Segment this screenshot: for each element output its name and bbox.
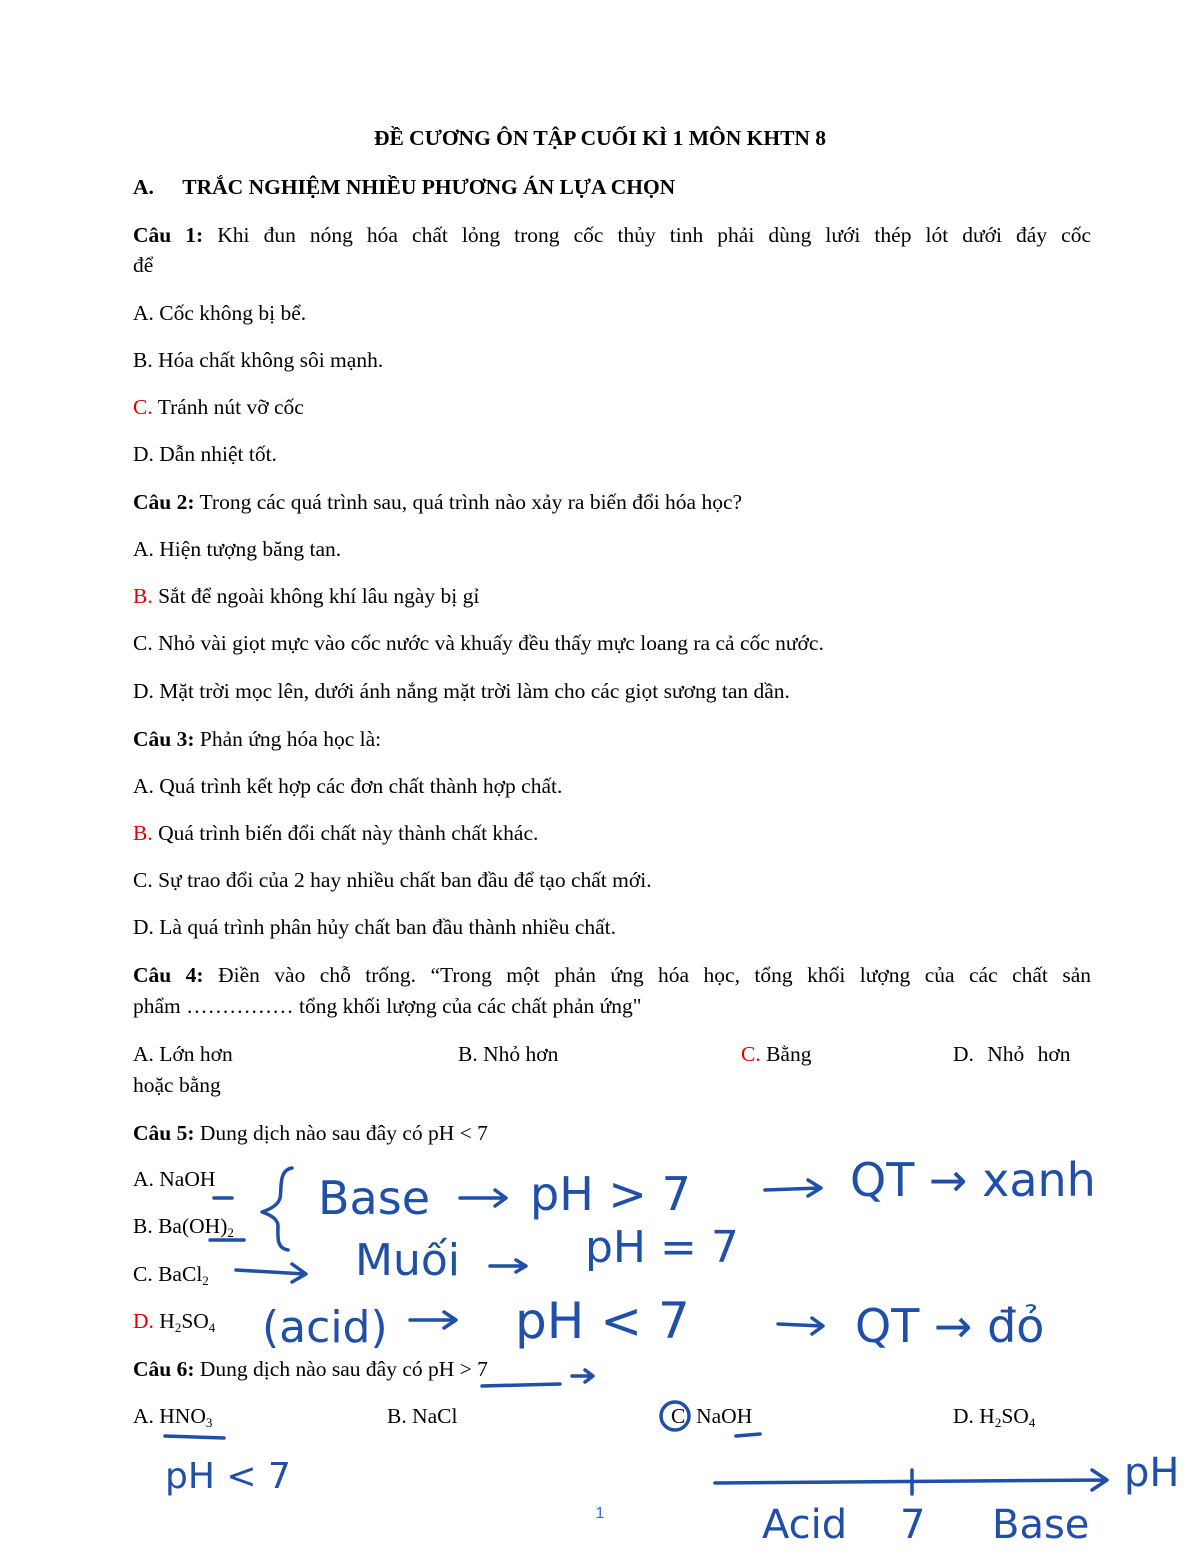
option-text: Sự trao đổi của 2 hay nhiều chất ban đầu để tạo chất mới. (158, 868, 652, 892)
q2-option-b (133, 583, 479, 609)
option-letter: C. (671, 1404, 691, 1428)
option-text: Ba(OH) (158, 1214, 228, 1238)
option-text: SO (181, 1309, 209, 1333)
correct-option-letter: B. (133, 821, 153, 845)
question-2-line-1 (133, 489, 742, 515)
subscript: 2 (994, 1415, 1002, 1430)
ph-axis-line (715, 1470, 1107, 1490)
q5-option-b (133, 1213, 234, 1239)
q4-option-c (741, 1041, 811, 1067)
question-2-text: Trong các quá trình sau, quá trình nào xảy ra biến đổi hóa học? (199, 490, 743, 514)
option-text: Hóa chất không sôi mạnh. (158, 348, 384, 372)
q3-option-d (133, 914, 616, 940)
option-letter: D. (133, 442, 154, 466)
option-letter: D. (953, 1042, 974, 1066)
correct-option-letter: D. (133, 1309, 154, 1333)
arrow-icon (410, 1312, 456, 1328)
option-text: Lớn hơn (159, 1042, 233, 1066)
option-text: Mặt trời mọc lên, dưới ánh nắng mặt trời làm cho các giọt sương tan dần. (159, 679, 790, 703)
brace-mark (262, 1168, 292, 1250)
question-4-text: Điền vào chỗ trống. “Trong một phản ứng hóa học, tổng khối lượng của các chất sản (218, 963, 1091, 987)
option-text: Sắt để ngoài không khí lâu ngày bị gỉ (158, 584, 480, 608)
arrow-icon (765, 1180, 821, 1196)
option-letter: C. (133, 1262, 153, 1286)
option-letter: B. (133, 1214, 153, 1238)
question-6-text: Dung dịch nào sau đây có pH > 7 (199, 1357, 488, 1381)
question-2-label: Câu 2: (133, 490, 195, 514)
underline-mark (165, 1436, 224, 1438)
q6-option-a (133, 1403, 212, 1429)
question-6-label: Câu 6: (133, 1357, 195, 1381)
q1-option-a (133, 300, 306, 326)
option-text: NaCl (412, 1404, 458, 1428)
option-letter: B. (133, 348, 153, 372)
section-letter: A. (133, 175, 154, 199)
subscript: 3 (205, 1415, 213, 1430)
option-letter: D. (133, 679, 154, 703)
hw-axis-base: Base (992, 1502, 1090, 1548)
q1-option-c (133, 394, 304, 420)
option-letter: A. (133, 301, 154, 325)
option-letter: B. (387, 1404, 407, 1428)
document-title: ĐỀ CƯƠNG ÔN TẬP CUỐI KÌ 1 MÔN KHTN 8 (373, 126, 827, 150)
q6-option-c (671, 1403, 752, 1429)
q3-option-b (133, 820, 538, 846)
option-text: Nhỏ hơn (987, 1042, 1071, 1066)
question-4-line-1 (133, 962, 1091, 988)
arrow-icon (572, 1370, 593, 1382)
option-letter: C. (133, 868, 153, 892)
q3-option-c (133, 867, 652, 893)
q2-option-d (133, 678, 790, 704)
hw-salt-ph: pH = 7 (585, 1222, 739, 1273)
option-letter: B. (458, 1042, 478, 1066)
option-letter: A. (133, 537, 154, 561)
subscript: 4 (1028, 1415, 1036, 1430)
q3-option-a (133, 773, 562, 799)
hw-salt: Muối (355, 1235, 460, 1286)
q2-option-a (133, 536, 341, 562)
hw-base-ph: pH > 7 (530, 1167, 691, 1221)
question-6-line-1 (133, 1356, 488, 1382)
option-text: NaOH (159, 1167, 216, 1191)
subscript: 2 (202, 1273, 209, 1288)
q4-option-d-continuation: hoặc bằng (133, 1073, 221, 1097)
option-letter: A. (133, 774, 154, 798)
hw-base-result: QT → xanh (850, 1153, 1096, 1207)
option-text: Bằng (766, 1042, 812, 1066)
subscript: 2 (227, 1225, 234, 1240)
hw-axis-acid: Acid (762, 1502, 848, 1548)
hw-acid-ph: pH < 7 (515, 1292, 690, 1350)
subscript: 2 (174, 1320, 182, 1335)
q6-option-b (387, 1403, 457, 1429)
option-letter: A. (133, 1167, 154, 1191)
option-text: Quá trình kết hợp các đơn chất thành hợp chất. (159, 774, 563, 798)
q1-option-b (133, 347, 383, 373)
underline-mark (736, 1434, 760, 1436)
question-3-line-1 (133, 726, 381, 752)
question-1-line-2: để (133, 253, 154, 277)
option-text: H (159, 1309, 175, 1333)
option-letter: A. (133, 1042, 154, 1066)
q4-option-b (458, 1041, 558, 1067)
option-text: Là quá trình phân hủy chất ban đầu thành nhiều chất. (159, 915, 617, 939)
option-letter: C. (133, 631, 153, 655)
option-text: Tránh nút vỡ cốc (157, 395, 304, 419)
hw-axis-label: pH (1124, 1450, 1180, 1496)
correct-option-letter: C. (741, 1042, 761, 1066)
option-text: SO (1001, 1404, 1029, 1428)
question-4-label: Câu 4: (133, 963, 204, 987)
correct-option-letter: B. (133, 584, 153, 608)
option-text: HNO (159, 1404, 206, 1428)
underline-mark (482, 1384, 560, 1386)
option-text: Dẫn nhiệt tốt. (159, 442, 277, 466)
option-text: BaCl (158, 1262, 203, 1286)
q4-option-d (953, 1041, 1071, 1067)
hw-acid: (acid) (262, 1302, 388, 1353)
q5-option-a (133, 1166, 215, 1192)
hw-axis-seven: 7 (900, 1502, 926, 1548)
option-text: H (979, 1404, 995, 1428)
q6-option-d (953, 1403, 1035, 1429)
option-text: Nhỏ hơn (483, 1042, 559, 1066)
correct-option-letter: C. (133, 395, 153, 419)
q5-option-d (133, 1308, 215, 1334)
option-text: Hiện tượng băng tan. (159, 537, 342, 561)
hw-acid-result: QT → đỏ (855, 1299, 1045, 1353)
question-1-label: Câu 1: (133, 223, 204, 247)
arrow-icon (778, 1318, 823, 1334)
section-title: TRẮC NGHIỆM NHIỀU PHƯƠNG ÁN LỰA CHỌN (182, 175, 676, 199)
option-letter: D. (133, 915, 154, 939)
hw-hno3-ph: pH < 7 (165, 1456, 291, 1497)
q5-option-c (133, 1261, 209, 1287)
option-text: NaOH (696, 1404, 753, 1428)
question-3-label: Câu 3: (133, 727, 195, 751)
question-4-line-2: phẩm …………… tổng khối lượng của các chất phản ứng" (133, 994, 642, 1018)
arrow-icon (460, 1190, 506, 1206)
option-text: Quá trình biến đổi chất này thành chất khác. (158, 821, 539, 845)
page-number: 1 (595, 1505, 605, 1522)
section-heading (133, 174, 675, 200)
question-3-text: Phản ứng hóa học là: (199, 727, 382, 751)
arrow-icon (490, 1260, 526, 1272)
question-1-text: Khi đun nóng hóa chất lỏng trong cốc thủy tinh phải dùng lưới thép lót dưới đáy cốc (217, 223, 1091, 247)
option-letter: D. (953, 1404, 974, 1428)
q1-option-d (133, 441, 277, 467)
option-text: Cốc không bị bể. (159, 301, 307, 325)
q4-option-a (133, 1041, 233, 1067)
option-text: Nhỏ vài giọt mực vào cốc nước và khuấy đều thấy mực loang ra cả cốc nước. (158, 631, 824, 655)
question-1-line-1 (133, 222, 1091, 248)
q2-option-c (133, 630, 824, 656)
question-5-text: Dung dịch nào sau đây có pH < 7 (199, 1121, 488, 1145)
hw-base: Base (318, 1171, 431, 1225)
option-letter: A. (133, 1404, 154, 1428)
question-5-label: Câu 5: (133, 1121, 195, 1145)
subscript: 4 (208, 1320, 216, 1335)
question-5-line-1 (133, 1120, 488, 1146)
arrow-icon (236, 1264, 306, 1282)
